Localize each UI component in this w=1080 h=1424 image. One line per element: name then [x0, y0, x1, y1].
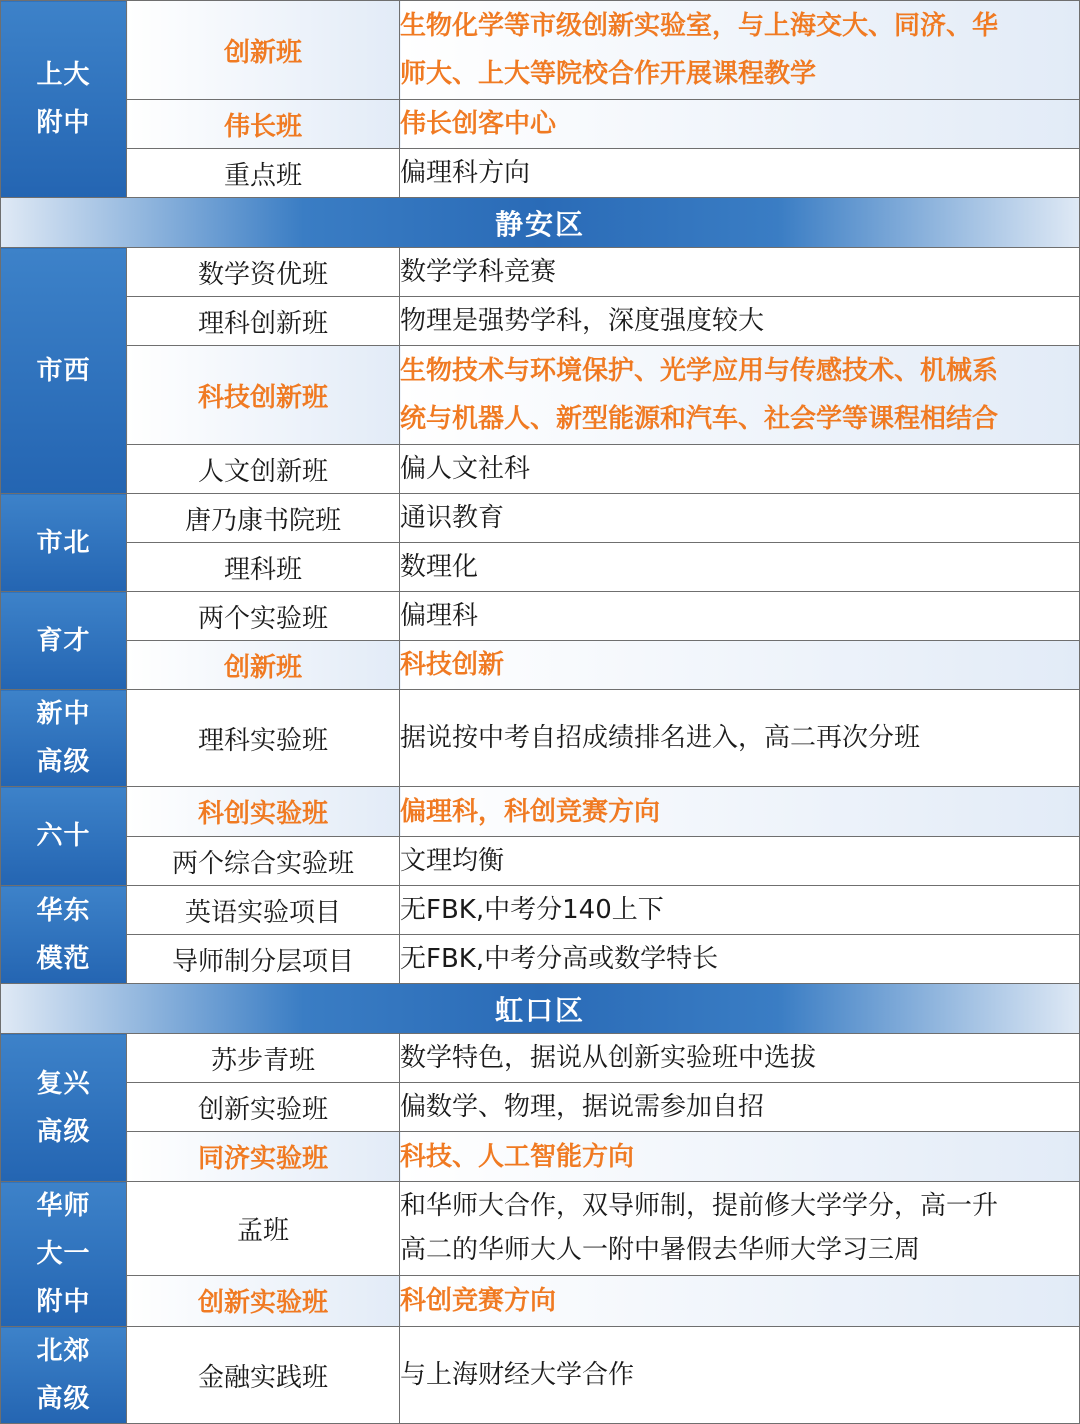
- class-name: 理科实验班: [127, 690, 400, 787]
- table-row: [1, 1, 1080, 100]
- class-description: [400, 1, 1080, 100]
- table-row: [1, 690, 1080, 787]
- school-name: 市北: [36, 527, 91, 558]
- class-description: 无FBK,中考分高或数学特长: [400, 935, 1080, 984]
- class-description: 数理化: [400, 543, 1080, 592]
- class-description: [400, 1182, 1080, 1276]
- description-line: 生物化学等市级创新实验室，与上海交大、同济、华: [400, 11, 999, 41]
- class-name: 英语实验项目: [127, 886, 400, 935]
- table-row: [1, 1132, 1080, 1182]
- table-row: [1, 1182, 1080, 1276]
- class-description: 无FBK,中考分140上下: [400, 886, 1080, 935]
- district-row: [1, 984, 1080, 1034]
- class-name: 科创实验班: [127, 787, 400, 837]
- class-name: 伟长班: [127, 100, 400, 149]
- class-name: 苏步青班: [127, 1034, 400, 1083]
- table-row: [1, 100, 1080, 149]
- table-row: [1, 641, 1080, 690]
- table-row: [1, 837, 1080, 886]
- class-name: 同济实验班: [127, 1132, 400, 1182]
- description-line: 生物技术与环境保护、光学应用与传感技术、机械系: [400, 356, 999, 386]
- school-cell: [1, 886, 127, 984]
- class-name: 两个实验班: [127, 592, 400, 641]
- class-name: 理科班: [127, 543, 400, 592]
- school-name: 六十: [36, 821, 91, 851]
- class-name: 创新实验班: [127, 1083, 400, 1132]
- class-description: 科技创新: [400, 641, 1080, 690]
- school-name: 高级: [36, 1116, 91, 1147]
- class-name: 两个综合实验班: [127, 837, 400, 886]
- table-row: [1, 592, 1080, 641]
- table-row: [1, 149, 1080, 198]
- table-row: [1, 1275, 1080, 1326]
- class-description: 科技、人工智能方向: [400, 1132, 1080, 1182]
- class-name: 数学资优班: [127, 248, 400, 297]
- class-description: 物理是强势学科，深度强度较大: [400, 297, 1080, 346]
- class-description: 伟长创客中心: [400, 100, 1080, 149]
- table-row: [1, 787, 1080, 837]
- class-name: 导师制分层项目: [127, 935, 400, 984]
- class-name: 人文创新班: [127, 445, 400, 494]
- class-description: 通识教育: [400, 494, 1080, 543]
- class-name: 孟班: [127, 1182, 400, 1276]
- table-row: [1, 1327, 1080, 1424]
- table-row: [1, 445, 1080, 494]
- school-name: 高级: [36, 1384, 91, 1414]
- school-name: 附中: [36, 1287, 91, 1317]
- class-description: [400, 346, 1080, 445]
- school-name: 市西: [36, 355, 91, 386]
- school-name: 育才: [36, 625, 91, 656]
- school-name: 北郊: [36, 1336, 91, 1366]
- table-row: [1, 935, 1080, 984]
- school-cell: [1, 1182, 127, 1327]
- class-description: 数学特色，据说从创新实验班中选拔: [400, 1034, 1080, 1083]
- class-name: 科技创新班: [127, 346, 400, 445]
- school-cell: [1, 787, 127, 886]
- class-description: 偏理科，科创竞赛方向: [400, 787, 1080, 837]
- class-name: 重点班: [127, 149, 400, 198]
- table-row: [1, 1034, 1080, 1083]
- school-cell: [1, 248, 127, 494]
- school-name: 上大: [36, 60, 91, 90]
- class-description: 偏理科方向: [400, 149, 1080, 198]
- school-name: 大一: [36, 1239, 91, 1269]
- class-name: 唐乃康书院班: [127, 494, 400, 543]
- school-name: 模范: [36, 943, 91, 974]
- class-description: 科创竞赛方向: [400, 1275, 1080, 1326]
- district-row: [1, 198, 1080, 248]
- school-cell: [1, 690, 127, 787]
- class-name: 创新班: [127, 1, 400, 100]
- school-cell: [1, 1327, 127, 1424]
- table-row: [1, 494, 1080, 543]
- class-description: 文理均衡: [400, 837, 1080, 886]
- school-cell: [1, 1034, 127, 1182]
- school-name: 新中: [36, 699, 91, 729]
- school-name: 复兴: [36, 1068, 91, 1099]
- class-description: 偏理科: [400, 592, 1080, 641]
- description-line: 和华师大合作，双导师制，提前修大学学分，高一升: [400, 1191, 999, 1222]
- school-cell: [1, 494, 127, 592]
- description-line: 高二的华师大人一附中暑假去华师大学习三周: [400, 1235, 921, 1266]
- class-name: 创新班: [127, 641, 400, 690]
- description-line: 师大、上大等院校合作开展课程教学: [400, 59, 817, 89]
- school-cell: [1, 592, 127, 690]
- table-row: [1, 543, 1080, 592]
- class-name: 金融实践班: [127, 1327, 400, 1424]
- class-description: 偏数学、物理，据说需参加自招: [400, 1083, 1080, 1132]
- table-row: [1, 248, 1080, 297]
- class-name: 创新实验班: [127, 1275, 400, 1326]
- class-description: 据说按中考自招成绩排名进入，高二再次分班: [400, 690, 1080, 787]
- school-name: 附中: [36, 108, 91, 138]
- class-description: 数学学科竞赛: [400, 248, 1080, 297]
- table-row: [1, 886, 1080, 935]
- description-line: 统与机器人、新型能源和汽车、社会学等课程相结合: [400, 404, 999, 434]
- school-name: 华师: [36, 1191, 91, 1221]
- table-row: [1, 1083, 1080, 1132]
- table-row: [1, 346, 1080, 445]
- class-description: 与上海财经大学合作: [400, 1327, 1080, 1424]
- district-header: 静安区: [1, 198, 1080, 248]
- class-description: 偏人文社科: [400, 445, 1080, 494]
- class-name: 理科创新班: [127, 297, 400, 346]
- school-name: 华东: [36, 895, 91, 926]
- district-header: 虹口区: [1, 984, 1080, 1034]
- school-cell: [1, 1, 127, 198]
- table-row: [1, 297, 1080, 346]
- school-name: 高级: [36, 747, 91, 777]
